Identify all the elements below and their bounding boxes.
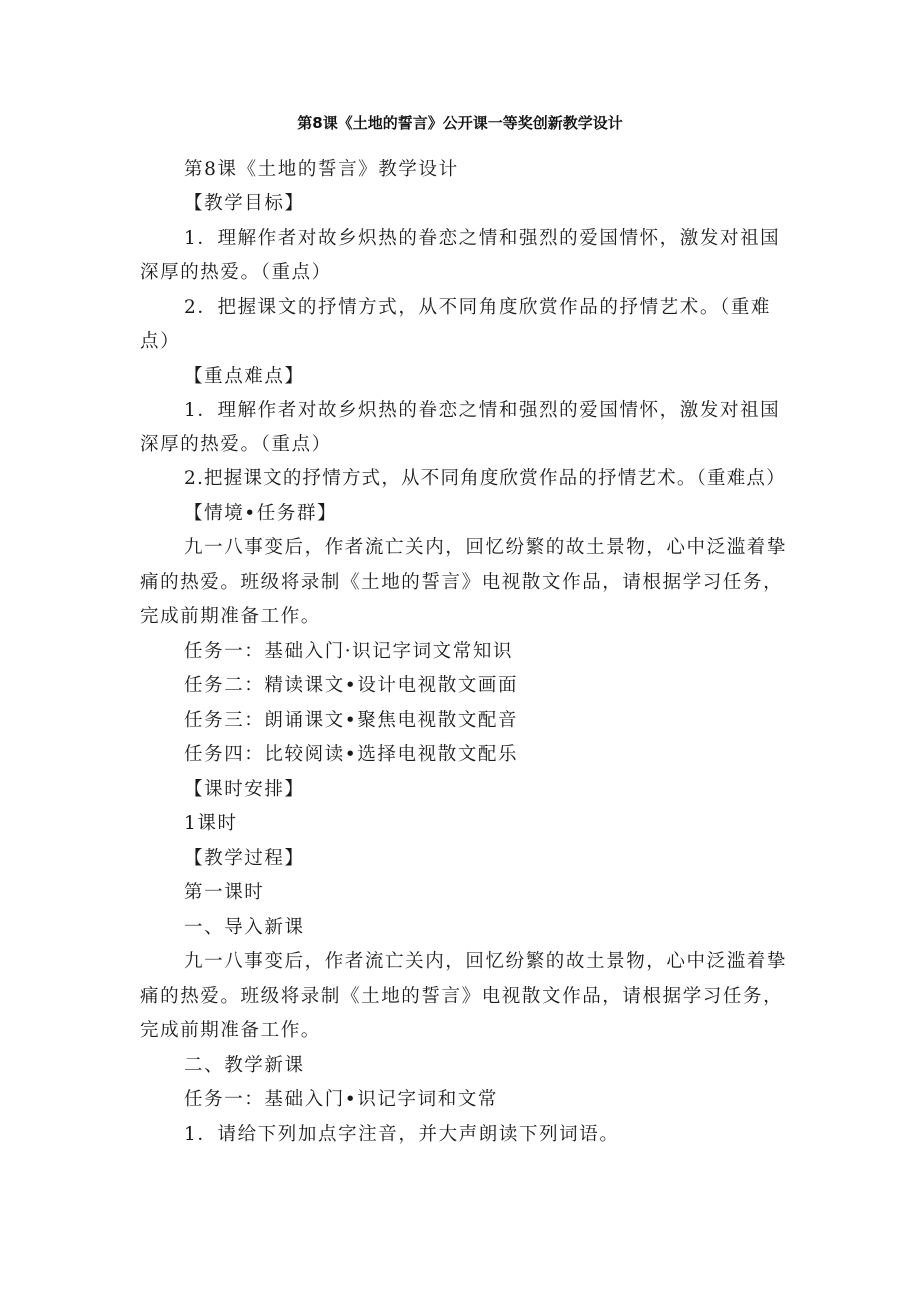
paragraph-line: 1课时 (184, 813, 238, 834)
section-heading-schedule: 【课时安排】 (184, 779, 305, 800)
task-item: 任务一：基础入门·识记字词文常知识 (184, 641, 514, 662)
paragraph-line: 九一八事变后，作者流亡关内，回忆纷繁的故土景物，心中泛滥着挚 (184, 537, 788, 558)
section-heading-objectives: 【教学目标】 (184, 193, 305, 214)
paragraph-line: 痛的热爱。班级将录制《土地的誓言》电视散文作品，请根据学习任务， (140, 986, 784, 1007)
paragraph-line: 1．理解作者对故乡炽热的眷恋之情和强烈的爱国情怀，激发对祖国 (184, 228, 781, 249)
subtitle: 第8课《土地的誓言》教学设计 (184, 159, 459, 180)
paragraph-line: 2.把握课文的抒情方式，从不同角度欣赏作品的抒情艺术。（重难点） (184, 468, 786, 489)
paragraph-line: 任务一：基础入门•识记字词和文常 (184, 1089, 499, 1110)
paragraph-line: 完成前期准备工作。 (140, 606, 321, 627)
task-item: 任务三：朗诵课文•聚焦电视散文配音 (184, 710, 519, 731)
task-item: 任务二：精读课文•设计电视散文画面 (184, 675, 519, 696)
section-heading-tasks: 【情境•任务群】 (184, 503, 338, 524)
paragraph-line: 1．理解作者对故乡炽热的眷恋之情和强烈的爱国情怀，激发对祖国 (184, 400, 781, 421)
paragraph-line: 第一课时 (184, 882, 265, 903)
paragraph-line: 深厚的热爱。（重点） (140, 434, 332, 455)
paragraph-line: 九一八事变后，作者流亡关内，回忆纷繁的故土景物，心中泛滥着挚 (184, 951, 788, 972)
paragraph-line: 深厚的热爱。（重点） (140, 262, 332, 283)
paragraph-line: 点） (140, 331, 181, 352)
paragraph-line: 痛的热爱。班级将录制《土地的誓言》电视散文作品，请根据学习任务， (140, 572, 784, 593)
paragraph-line: 2．把握课文的抒情方式，从不同角度欣赏作品的抒情艺术。（重难 (184, 297, 772, 318)
section-heading-key-points: 【重点难点】 (184, 366, 305, 387)
task-item: 任务四：比较阅读•选择电视散文配乐 (184, 744, 519, 765)
section-heading-process: 【教学过程】 (184, 848, 305, 869)
paragraph-line: 完成前期准备工作。 (140, 1020, 321, 1041)
paragraph-line: 二、教学新课 (184, 1055, 305, 1076)
paragraph-line: 1．请给下列加点字注音，并大声朗读下列词语。 (184, 1124, 620, 1145)
paragraph-line: 一、导入新课 (184, 917, 305, 938)
document-title: 第8课《土地的誓言》公开课一等奖创新教学设计 (297, 114, 623, 132)
